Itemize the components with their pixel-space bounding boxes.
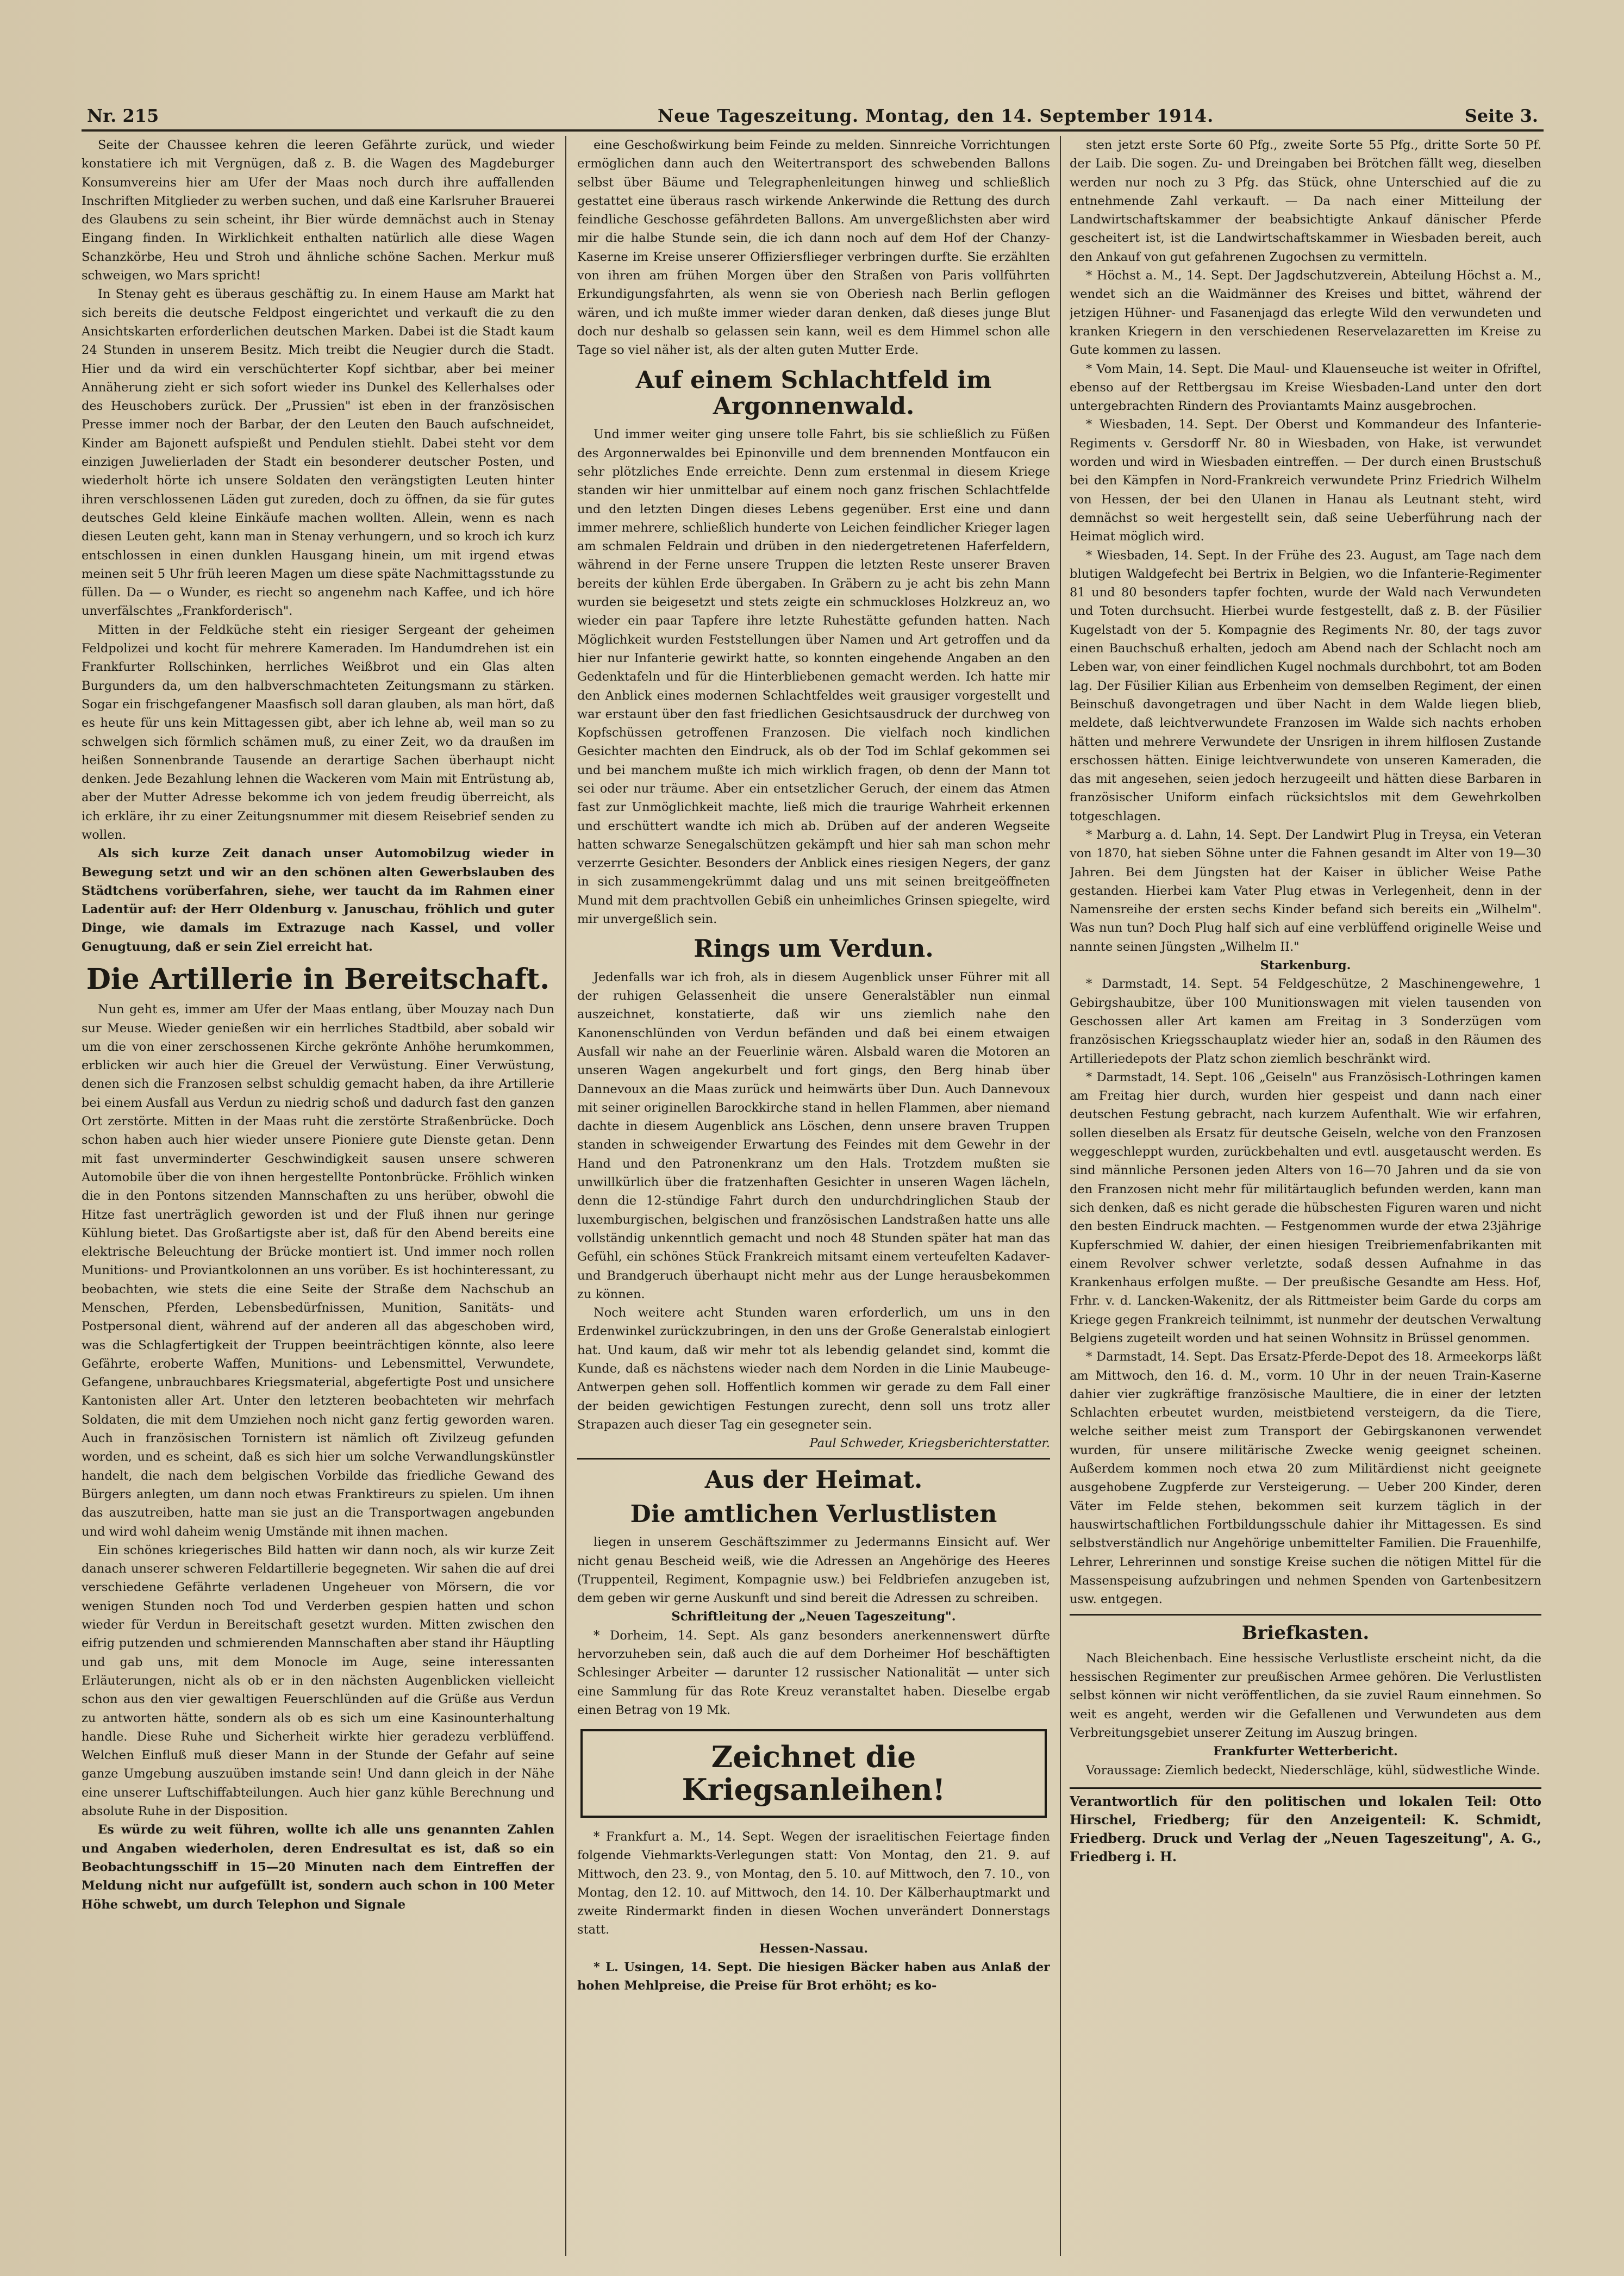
paragraph: eine Geschoßwirkung beim Feinde zu melden. Sinnreiche Vorrichtungen ermöglichen dann auch den Weitertransport des schwebenden Ballons selbst über Bäume und Telegraphenleitungen hinweg und schließlich gestattet eine überaus rasch wirkende Ankerwinde die Rettung des durch feindliche Geschosse gefährdeten Ballons. Am unvergeßlichsten aber wird mir die halbe Stunde sein, die ich dann noch auf dem Hof der Chanzy-Kaserne im Kreise unserer Offiziersflieger verbringen durfte. Sie erzählten von ihren am frühen Morgen über den Straßen von Paris vollführten Erkundigungsfahrten, als wenn sie von Oberiesh nach Berlin geflogen wären, und ich mußte immer wieder daran denken, daß dieses junge Blut doch nur deshalb so gelassen sein kann, weil es dem Himmel schon alle Tage so viel näher ist, als der alten guten Mutter Erde. (577, 138, 1050, 358)
paragraph: In Stenay geht es überaus geschäftig zu. In einem Hause am Markt hat sich bereits die deutsche Feldpost eingerichtet und verkauft die zu den Ansichtskarten erforderlichen deutschen Marken. Dabei ist die Stadt kaum 24 Stunden in unserem Besitz. Mich treibt die Neugier durch die Stadt. Hier und da wird ein verschüchterter Kopf sichtbar, aber bei meiner Annäherung zieht er sich sofort wieder ins Dunkel des Kellerhalses oder des Heuschobers zurück. Der „Prussien" ist eben in der französischen Presse immer noch der Barbar, der den Leuten den Bauch aufschneidet, Kinder am Bajonett aufspießt und Pendulen stiehlt. Dabei steht vor dem einzigen Juwelierladen der Stadt ein besonderer deutscher Posten, und wiederholt hörte ich unsere Soldaten den verängstigten Leuten hinter ihren verschlossenen Läden gut zureden, doch zu öffnen, da sie für gutes deutsches Geld kleine Einkäufe machen wollten. Allein, wenn es nach diesen Leuten geht, kann man in Stenay verhungern, und so kroch ich kurz entschlossen in einen dunklen Hausgang hinein, um mit irgend etwas meinen seit 5 Uhr früh leeren Magen um diese späte Nachmittagsstunde zu füllen. Da — o Wunder, es riecht so angenehm nach Kaffee, und ich höre unverfälschtes „Frankforderisch". (82, 287, 554, 619)
author-signature: Paul Schweder, Kriegsberichterstatter. (809, 1436, 1050, 1451)
paragraph: Noch weitere acht Stunden waren erforderlich, um uns in den Erdenwinkel zurückzubringen, in den uns der Große Generalstab einlogiert hat. Und kaum, daß wir mehr tot als lebendig gelandet sind, kommt die Kunde, daß es nächstens wieder nach dem Norden in die Linie Maubeuge-Antwerpen gehen soll. Hoffentlich kommen wir gerade zu dem Fall einer der beiden gewichtigen Festungen zurecht, denn soll uns trotz aller Strapazen auch dieser Tag ein gesegneter sein. (577, 1306, 1050, 1432)
subsection-title: Starkenburg. (1260, 958, 1351, 973)
section-divider (577, 1458, 1050, 1460)
war-bonds-box: Zeichnet die Kriegsanleihen! (580, 1729, 1047, 1818)
paragraph: Nach Bleichenbach. Eine hessische Verlustliste erscheint nicht, da die hessischen Regimenter zur preußischen Armee gehören. Die Verlustlisten selbst können wir nicht veröffentlichen, da sie zuviel Raum einnehmen. So weit es angeht, werden wir die Gefallenen und Verwundeten aus dem Verbreitungsgebiet unserer Zeitung im Auszug bringen. (1070, 1651, 1541, 1741)
paragraph: * Darmstadt, 14. Sept. 54 Feldgeschütze, 2 Maschinengewehre, 1 Gebirgshaubitze, über 100 Munitionswagen mit vielen tausenden von Geschossen aller Art kamen am Freitag in 3 Sonderzügen vom französischen Kriegsschauplatz wieder hier an, sodaß in den Räumen des Artilleriedepots der Platz schon ziemlich beschränkt wird. (1070, 977, 1541, 1066)
paragraph: * Vom Main, 14. Sept. Die Maul- und Klauenseuche ist weiter in Ofriftel, ebenso auf der Rettbergsau im Kreise Wiesbaden-Land unter den dort untergebrachten Rindern des Proviantamts Mainz ausgebrochen. (1070, 361, 1541, 414)
paragraph: Seite der Chaussee kehren die leeren Gefährte zurück, und wieder konstatiere ich mit Vergnügen, daß z. B. die Wagen des Magdeburger Konsumvereins hier am Ufer der Maas noch durch ihre auffallenden Inschriften Mitglieder zu werben suchen, und daß eine Karlsruher Brauerei des Glaubens zu sein scheint, ihr Bier würde demnächst auch in Stenay Eingang finden. In Wirklichkeit enthalten natürlich alle diese Wagen Schanzkörbe, Heu und Stroh und ähnliche schöne Sachen. Merkur muß schweigen, wo Mars spricht! (82, 138, 554, 283)
article-headline: Die amtlichen Verlustlisten (630, 1500, 997, 1528)
article-headline: Rings um Verdun. (694, 935, 934, 963)
paragraph: * L. Usingen, 14. Sept. Die hiesigen Bäcker haben aus Anlaß der hohen Mehlpreise, die Preise für Brot erhöht; es ko- (577, 1960, 1050, 1993)
section-divider (1070, 1614, 1541, 1616)
paragraph: Und immer weiter ging unsere tolle Fahrt, bis sie schließlich zu Füßen des Argonnerwaldes bei Epinonville und dem brennenden Montfaucon ein sehr plötzliches Ende erreichte. Denn zum erstenmal in diesem Kriege standen wir hier unmittelbar auf einem noch ganz frischen Schlachtfelde und den letzten Dingen dieses Lebens gegenüber. Erst eine und dann immer mehrere, schließlich hunderte von Leichen feindlicher Krieger lagen am schmalen Feldrain und drüben in den niedergetretenen Haferfeldern, während in der Ferne unsere Truppen die letzten Reste unserer Braven bereits der kühlen Erde übergaben. In Gräbern zu je acht bis zehn Mann wurden sie beigesetzt und stets zeigte ein schmuckloses Holzkreuz an, wo wieder ein paar Tapfere ihre letzte Ruhestätte gefunden hatten. Nach Möglichkeit wurden Feststellungen über Namen und Art getroffen und da hier nur Infanterie gewirkt hatte, so konnten eingehende Angaben an den Gedenktafeln und für die Hinterbliebenen gemacht werden. Ich hatte mir den Anblick eines modernen Schlachtfeldes weit grausiger vorgestellt und war erstaunt über den fast friedlichen Gesichtsausdruck der durchweg von Kopfschüssen getroffenen Franzosen. Die vielfach noch kindlichen Gesichter machten den Eindruck, als ob der Tod im Schlaf gekommen sei und bei manchem mußte ich mich wirklich fragen, ob denn der Mann tot sei oder nur träume. Aber ein entsetzlicher Geruch, der einem das Atmen fast zur Unmöglichkeit machte, ließ mich die traurige Wahrheit erkennen und erschüttert wandte ich mich ab. Drüben auf der anderen Wegseite hatten schwarze Senegalschützen gekämpft und hier sah man schon mehr verzerrte Gesichter. Besonders der Anblick eines riesigen Negers, der ganz in sich zusammengekrümmt dalag und uns mit seinen breitgeöffneten Mund mit dem prachtvollen Gebiß ein unheimliches Grinsen spiegelte, wird mir unvergeßlich sein. (577, 427, 1050, 927)
paragraph: sten jetzt erste Sorte 60 Pfg., zweite Sorte 55 Pfg., dritte Sorte 50 Pf. der Laib. Die sogen. Zu- und Dreingaben bei Brötchen fällt weg, dieselben werden nur noch zu 3 Pfg. das Stück, ohne Unterschied auf die zu entnehmende Zahl verkauft. — Da nach einer Mitteilung der Landwirtschaftskammer der beabsichtigte Ankauf dänischer Pferde gescheitert ist, ist die Landwirtschaftskammer in Wiesbaden bereit, auch den Ankauf von gut gefahrenen Zugochsen zu vermitteln. (1070, 138, 1541, 264)
page-header (82, 103, 1544, 130)
subsection-title: Hessen-Nassau. (759, 1941, 869, 1956)
column-1 (82, 136, 554, 2256)
page-number: Seite 3. (1464, 105, 1538, 126)
column-rule (565, 136, 566, 2256)
paragraph: * Darmstadt, 14. Sept. Das Ersatz-Pferde-Depot des 18. Armeekorps läßt am Mittwoch, den 16. d. M., vorm. 10 Uhr in der neuen Train-Kaserne dahier vier zugkräftige französische Maultiere, die in einer der letzten Schlachten erbeutet wurden, meistbietend versteigern, da die Tiere, welche seither meist zum Transport der Gebirgskanonen verwendet wurden, für unsere militärische Zwecke wenig geeignet scheinen. Außerdem kommen noch etwa 20 zum Militärdienst nicht geeignete ausgehobene Zugpferde zur Versteigerung. — Ueber 200 Kinder, deren Väter im Felde stehen, bekommen seit kurzem täglich in der hauswirtschaftlichen Fortbildungsschule dahier ihr Mittagessen. Es sind selbstverständlich nur Angehörige unbemittelter Familien. Die Frauenhilfe, Lehrer, Lehrerinnen und sonstige Kreise suchen die nötigen Mittel für die Massenspeisung aufzubringen und nehmen Spenden von Gartenbesitzern usw. entgegen. (1070, 1350, 1541, 1607)
paragraph: Mitten in der Feldküche steht ein riesiger Sergeant der geheimen Feldpolizei und kocht für mehrere Kameraden. Im Handumdrehen ist ein Frankfurter Rollschinken, herrliches Weißbrot und ein Glas alten Burgunders da, um den halbverschmachteten Zeitungsmann zu stärken. Sogar ein frischgefangener Maasfisch soll daran glauben, als man hört, daß es heute für uns kein Mittagessen gibt, aber ich lehne ab, weil man so zu schwelgen sich förmlich schämen muß, zu einer Zeit, wo da draußen im heißen Sonnenbrande Tausende an derartige Sachen überhaupt nicht denken. Jede Bezahlung lehnen die Wackeren vom Main mit Entrüstung ab, aber der Mutter Adresse bekomme ich von jedem freudig überreicht, als ich erkläre, ihr zu einer Zeitungsnummer mit diesem Reisebrief senden zu wollen. (82, 622, 554, 842)
paragraph: * Darmstadt, 14. Sept. 106 „Geiseln" aus Französisch-Lothringen kamen am Freitag hier durch, wurden hier gespeist und dann nach einer deutschen Festung gebracht, nach kurzem Aufenthalt. Wie wir erfahren, sollen dieselben als Ersatz für deutsche Geiseln, welche von den Franzosen weggeschleppt wurden, zurückbehalten und evtl. ausgetauscht werden. Es sind männliche Personen jeden Alters von 16—70 Jahren und da sie von den Franzosen nicht mehr für militärtauglich befunden werden, kann man sich denken, daß es nicht gerade die hübschesten Figuren waren und nicht den besten Eindruck machten. — Festgenommen wurde der etwa 23jährige Kupferschmied W. dahier, der einen hiesigen Treibriemenfabrikanten mit einem Revolver schwer verletzte, sodaß dessen Aufnahme in das Krankenhaus erfolgen mußte. — Der preußische Gesandte am Hess. Hof, Frhr. v. d. Lancken-Wakenitz, der als Rittmeister beim Garde du corps am Kriege gegen Frankreich teilnimmt, ist nunmehr der deutschen Verwaltung Belgiens zugeteilt worden und hat seinen Wohnsitz in Brüssel genommen. (1070, 1070, 1541, 1345)
paragraph: * Marburg a. d. Lahn, 14. Sept. Der Landwirt Plug in Treysa, ein Veteran von 1870, hat sieben Söhne unter die Fahnen gesandt im Alter von 19—30 Jahren. Bei dem Jüngsten hat der Kaiser in üblicher Weise Pathe gestanden. Hierbei kam Vater Plug etwas in Verlegenheit, denn in der Namensreihe der ersten sechs Kinder befand sich bereits ein „Wilhelm". Was nun tun? Doch Plug half sich auf eine verblüffend originelle Weise und nannte seinen Jüngsten „Wilhelm II." (1070, 827, 1541, 954)
paragraph: Schriftleitung der „Neuen Tageszeitung". (671, 1610, 956, 1624)
weather-title: Frankfurter Wetterbericht. (1213, 1744, 1398, 1759)
article-headline: Briefkasten. (1241, 1622, 1370, 1644)
header-rule (82, 129, 1544, 132)
section-headline: Aus der Heimat. (704, 1466, 923, 1494)
weather-text: Voraussage: Ziemlich bedeckt, Niederschläge, kühl, südwestliche Winde. (1086, 1763, 1540, 1778)
column-3 (1070, 136, 1541, 2256)
paragraph: * Wiesbaden, 14. Sept. In der Frühe des 23. August, am Tage nach dem blutigen Waldgefecht bei Bertrix in Belgien, wo die Infanterie-Regimenter 81 und 80 besonders tapfer fochten, wurde der Wald nach Verwundeten und Toten durchsucht. Hierbei wurde festgestellt, daß z. B. der Füsilier Kugelstadt von der 5. Kompagnie des Regiments Nr. 80, der tags zuvor einen Bauchschuß erhalten, jedoch am Abend nach der Schlacht noch am Leben war, von einer feindlichen Kugel nochmals durchbohrt, tot am Boden lag. Der Füsilier Kilian aus Erbenheim von demselben Regiment, der einen Beinschuß davongetragen und über Nacht in dem Walde liegen blieb, meldete, daß leichtverwundete Franzosen im Walde sich nachts erhoben hätten und mehrere Verwundete der Unsrigen in ihrem hilflosen Zustande erschossen hätten. Einige leichtverwundete von unseren Kameraden, die das mit angesehen, seien jedoch herzugeeilt und hätten diese Barbaren in französischer Uniform einfach rücksichtslos mit dem Gewehrkolben totgeschlagen. (1070, 548, 1541, 824)
paragraph: * Dorheim, 14. Sept. Als ganz besonders anerkennenswert dürfte hervorzuheben sein, daß auch die auf dem Dorheimer Hof beschäftigten Schlesinger Arbeiter — darunter 12 russischer Nationalität — unter sich eine Sammlung für das Rote Kreuz veranstaltet haben. Dieselbe ergab einen Betrag von 19 Mk. (577, 1628, 1050, 1717)
article-headline: Auf einem Schlachtfeld im Argonnenwald. (635, 366, 992, 420)
paragraph: * Wiesbaden, 14. Sept. Der Oberst und Kommandeur des Infanterie-Regiments v. Gersdorff Nr. 80 in Wiesbaden, von Hake, ist verwundet worden und wird in Wiesbaden eintreffen. — Der durch einen Brustschuß bei den Kämpfen in Nord-Frankreich verwundete Prinz Friedrich Wilhelm von Hessen, der bei den Ulanen in Hanau als Leutnant steht, wird demnächst so weit hergestellt sein, daß seine Ueberführung nach der Heimat möglich wird. (1070, 417, 1541, 544)
paragraph: liegen in unserem Geschäftszimmer zu Jedermanns Einsicht auf. Wer nicht genau Bescheid weiß, wie die Adressen an Angehörige des Heeres (Truppenteil, Regiment, Kompagnie usw.) bei Feldbriefen anzugeben ist, dem geben wir gerne Auskunft und sind bereit die Adressen zu schreiben. (577, 1535, 1050, 1606)
paragraph: Jedenfalls war ich froh, als in diesem Augenblick unser Führer mit all der ruhigen Gelassenheit die unsere Generalstäbler nun einmal auszeichnet, konstatierte, daß wir uns ziemlich nahe den Kanonenschlünden von Verdun befänden und daß bei einem etwaigen Ausfall wir nahe an der Feuerlinie wären. Alsbald waren die Motoren an unseren Wagen angekurbelt und fort gings, den Berg hinab über Dannevoux an die Maas zurück und heimwärts über Dun. Auch Dannevoux mit seiner originellen Barockkirche stand in hellen Flammen, aber niemand dachte in diesem Augenblick ans Löschen, denn unsere braven Truppen standen in schweigender Erwartung des Feindes mit dem Gewehr in der Hand und den Patronenkranz um den Hals. Trotzdem mußten sie unwillkürlich über die fratzenhaften Gesichter in unseren Wagen lächeln, denn die 12-stündige Fahrt durch den undurchdringlichen Staub der luxemburgischen, belgischen und französischen Landstraßen hatte uns alle vollständig unkenntlich gemacht und noch 48 Stunden später hat man das Gefühl, ein schönes Stück Frankreich mitsamt einem verteufelten Kadaver- und Brandgeruch überhaupt nicht mehr aus der Lunge herausbekommen zu können. (577, 970, 1050, 1301)
paragraph: Ein schönes kriegerisches Bild hatten wir dann noch, als wir kurze Zeit danach unserer schweren Feldartillerie begegneten. Wir sahen die auf drei verschiedene Gefährte verladenen Ungeheuer von Mörsern, die vor wenigen Stunden noch Tod und Verderben gespien hatten und schon wieder für Verdun in Bereitschaft gesetzt wurden. Mitten zwischen den eifrig putzenden und schmierenden Mannschaften aber stand ihr Häuptling und gab uns, mit dem Monocle im Auge, seine interessanten Erläuterungen, nicht als ob er in den nächsten Augenblicken vielleicht schon aus den vier gewaltigen Feuerschlünden auf die Grüße aus Verdun zu antworten hätte, sondern als ob es sich um eine Kasinounterhaltung handle. Diese Ruhe und Sicherheit wirkte hier geradezu verblüffend. Welchen Einfluß muß dieser Mann in der Stunde der Gefahr auf seine ganze Umgebung auszuüben imstande sein! Und dann gleich in der Nähe eine unserer Luftschiffabteilungen. Auch hier ganz kühle Berechnung und absolute Ruhe in der Disposition. (82, 1543, 554, 1819)
masthead-date: Neue Tageszeitung. Montag, den 14. September 1914. (658, 105, 1214, 126)
paragraph: Nun geht es, immer am Ufer der Maas entlang, über Mouzay nach Dun sur Meuse. Wieder genießen wir ein herrliches Stadtbild, aber sobald wir um die von einer zerschossenen Kirche gekrönte Anhöhe herumkommen, erblicken wir auch hier die Greuel der Verwüstung. Einer Verwüstung, denen sich die Franzosen selbst schuldig gemacht haben, da ihre Artillerie bei einem Ausfall aus Verdun zu niedrig schoß und dadurch fast den ganzen Ort zerstörte. Mitten in der Maas ruht die zerstörte Straßenbrücke. Doch schon haben auch hier wieder unsere Pioniere gute Dienste getan. Denn mit fast unverminderter Geschwindigkeit sausen unsere schweren Automobile über die von ihnen hergestellte Pontonbrücke. Fröhlich winken die in den Pontons sitzenden Mannschaften zu uns herüber, obwohl die Hitze fast unerträglich geworden ist und der Fluß ihnen nur geringe Kühlung bietet. Das Großartigste aber ist, daß für den Abend bereits eine elektrische Beleuchtung der Brücke montiert ist. Und immer noch rollen Munitions- und Proviantkolonnen an uns vorüber. Es ist hochinteressant, zu beobachten, wie stets die eine Seite der Straße dem Nachschub an Menschen, Pferden, Lebensbedürfnissen, Munition, Sanitäts- und Postpersonal dient, während auf der anderen all das abgeschoben wird, was die Schlagfertigkeit der Truppen beeinträchtigen könnte, also leere Gefährte, eroberte Waffen, Munitions- und Lebensmittel, Verwundete, Gefangene, unbrauchbares Kriegsmaterial, abgefertigte Post und unsichere Kantonisten aller Art. Unter den letzteren beobachteten wir mehrfach Soldaten, die mit dem Umziehen noch nicht ganz fertig geworden waren. Auch in französischen Tornistern ist nämlich oft Zivilzeug gefunden worden, und es scheint, daß es sich hier um solche Verwandlungskünstler handelt, die nach dem belgischen Vorbilde das friedliche Gewand des Bürgers anlegten, um dann noch etwas Franktireurs zu spielen. Um ihnen das auszutreiben, hatte man sie just an die Transportwagen angebunden und wird wohl daheim wenig Umstände mit ihnen machen. (82, 1002, 554, 1539)
column-2 (577, 136, 1050, 2256)
column-rule (1060, 136, 1061, 2256)
issue-number: Nr. 215 (87, 105, 159, 126)
paragraph: * Frankfurt a. M., 14. Sept. Wegen der israelitischen Feiertage finden folgende Viehmarkts-Verlegungen statt: Von Montag, den 21. 9. auf Mittwoch, den 23. 9., von Montag, den 5. 10. auf Mittwoch, den 7. 10., von Montag, den 12. 10. auf Mittwoch, den 14. 10. Der Kälberhauptmarkt und zweite Rindermarkt finden in diesen Wochen unverändert Donnerstags statt. (577, 1830, 1050, 1937)
article-headline: Die Artillerie in Bereitschaft. (86, 963, 550, 996)
imprint: Verantwortlich für den politischen und lokalen Teil: Otto Hirschel, Friedberg; für den Anzeigenteil: K. Schmidt, Friedberg. Druck und Verlag der „Neuen Tageszeitung", A. G., Friedberg i. H. (1070, 1787, 1541, 1866)
paragraph: Es würde zu weit führen, wollte ich alle uns genannten Zahlen und Angaben wiederholen, deren Endresultat es ist, daß so ein Beobachtungsschiff in 15—20 Minuten nach dem Eintreffen der Meldung nicht nur aufgefüllt ist, sondern auch schon in 100 Meter Höhe schwebt, um durch Telephon und Signale (82, 1823, 554, 1912)
paragraph: * Höchst a. M., 14. Sept. Der Jagdschutzverein, Abteilung Höchst a. M., wendet sich an die Waidmänner des Kreises und bittet, während der jetzigen Hühner- und Fasanenjagd das erlegte Wild den verwundeten und kranken Kriegern in den verschiedenen Reservelazaretten im Kreise zu Gute kommen zu lassen. (1070, 269, 1541, 358)
paragraph: Als sich kurze Zeit danach unser Automobilzug wieder in Bewegung setzt und wir an den schönen alten Gewerbslauben des Städtchens vorüberfahren, siehe, wer taucht da im Rahmen einer Ladentür auf: der Herr Oldenburg v. Januschau, fröhlich und guter Dinge, wie damals im Extrazuge nach Kassel, und voller Genugtuung, daß er sein Ziel erreicht hat. (82, 846, 554, 954)
